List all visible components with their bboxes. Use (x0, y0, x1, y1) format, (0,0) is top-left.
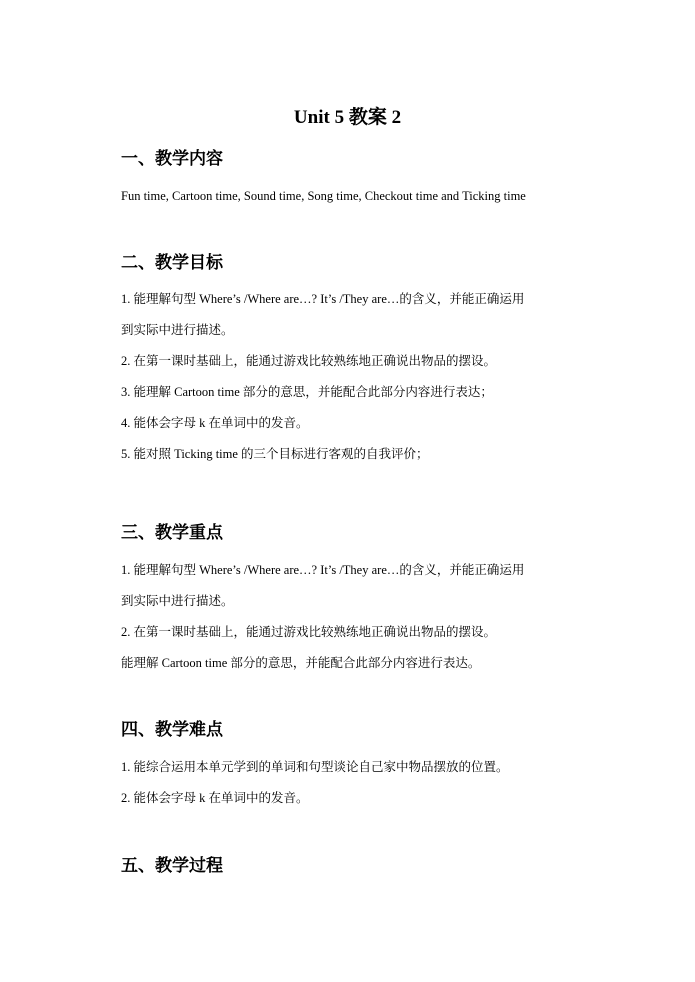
key-point-line: 2. 在第一课时基础上，能通过游戏比较熟练地正确说出物品的摆设。 (121, 625, 497, 639)
section-heading-difficulties: 四、教学难点 (121, 720, 223, 739)
section-heading-content: 一、教学内容 (121, 149, 223, 168)
difficulty-line: 2. 能体会字母 k 在单词中的发音。 (121, 791, 309, 805)
document-title: Unit 5 教案 2 (293, 107, 402, 128)
objective-line: 4. 能体会字母 k 在单词中的发音。 (121, 416, 309, 430)
objective-line: 5. 能对照 Ticking time 的三个目标进行客观的自我评价； (121, 447, 429, 461)
section-heading-objectives: 二、教学目标 (121, 253, 223, 272)
objective-line: 到实际中进行描述。 (121, 323, 234, 337)
section-content-line: Fun time, Cartoon time, Sound time, Song time, Checkout time and Ticking time (121, 189, 526, 203)
difficulty-line: 1. 能综合运用本单元学到的单词和句型谈论自己家中物品摆放的位置。 (121, 760, 509, 774)
section-heading-process: 五、教学过程 (121, 856, 223, 875)
key-point-line: 1. 能理解句型 Where’s /Where are…? It’s /They are…的含义，并能正确运用 (121, 563, 525, 577)
key-point-line: 到实际中进行描述。 (121, 594, 234, 608)
key-point-line: 能理解 Cartoon time 部分的意思，并能配合此部分内容进行表达。 (121, 656, 481, 670)
objective-line: 2. 在第一课时基础上，能通过游戏比较熟练地正确说出物品的摆设。 (121, 354, 497, 368)
section-heading-key-points: 三、教学重点 (121, 523, 223, 542)
objective-line: 3. 能理解 Cartoon time 部分的意思，并能配合此部分内容进行表达； (121, 385, 493, 399)
objective-line: 1. 能理解句型 Where’s /Where are…? It’s /They are…的含义，并能正确运用 (121, 292, 525, 306)
